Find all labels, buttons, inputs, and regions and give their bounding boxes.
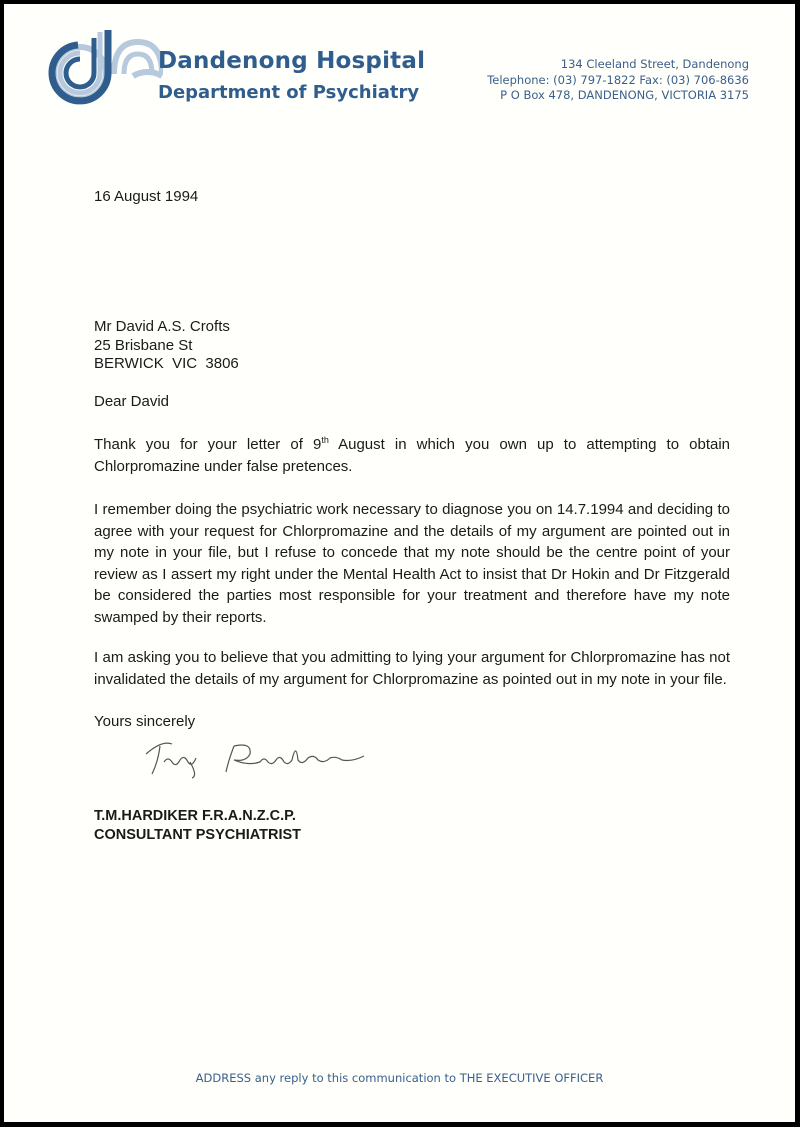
letter-page <box>4 4 795 1122</box>
closing: Yours sincerely <box>94 713 196 730</box>
org-name: Dandenong Hospital <box>158 48 426 74</box>
contact-street: 134 Cleeland Street, Dandenong <box>560 57 749 71</box>
signer-title: CONSULTANT PSYCHIATRIST <box>94 827 302 843</box>
letter-date: 16 August 1994 <box>94 188 199 205</box>
dh-monogram-logo-icon <box>38 28 163 110</box>
recipient-name: Mr David A.S. Crofts <box>94 318 230 335</box>
paragraph-1-start: Thank you for your letter of 9 <box>94 436 322 453</box>
paragraph-1-end: August in which you own up to attempting to obtain Chlorpromazine under false pretences. <box>94 436 730 475</box>
recipient-address <box>94 318 239 374</box>
paragraph-2: I remember doing the psychiatric work necessary to diagnose you on 14.7.1994 and deciding to agree with your request for Chlorpromazine and the details of my argument are pointed out in my note in your file, but I refuse to concede that my note should be the centre point of your review as I assert my right under the Mental Health Act to insist that Dr Hokin and Dr Fitzgerald be considered the parties most responsible for your treatment and therefore have my note swamped by their reports. <box>94 501 730 626</box>
recipient-locality: BERWICK VIC 3806 <box>94 355 239 372</box>
paragraph-3: I am asking you to believe that you admitting to lying your argument for Chlorpromazine has not invalidated the details of my argument for Chlorpromazine as pointed out in my note in your file. <box>94 649 730 688</box>
contact-block <box>487 57 749 104</box>
ordinal-suffix: th <box>321 435 329 445</box>
recipient-street: 25 Brisbane St <box>94 336 193 354</box>
signer-name: T.M.HARDIKER F.R.A.N.Z.C.P. <box>94 808 296 824</box>
contact-po-box: P O Box 478, DANDENONG, VICTORIA 3175 <box>500 88 749 102</box>
salutation: Dear David <box>94 393 170 410</box>
contact-phone-fax: Telephone: (03) 797-1822 Fax: (03) 706-8636 <box>487 72 749 87</box>
signer-block <box>94 807 301 845</box>
department-name: Department of Psychiatry <box>158 82 420 103</box>
handwritten-signature <box>142 732 382 782</box>
footer-note: ADDRESS any reply to this communication to THE EXECUTIVE OFFICER <box>195 1071 604 1085</box>
paragraph-1 <box>94 430 730 477</box>
